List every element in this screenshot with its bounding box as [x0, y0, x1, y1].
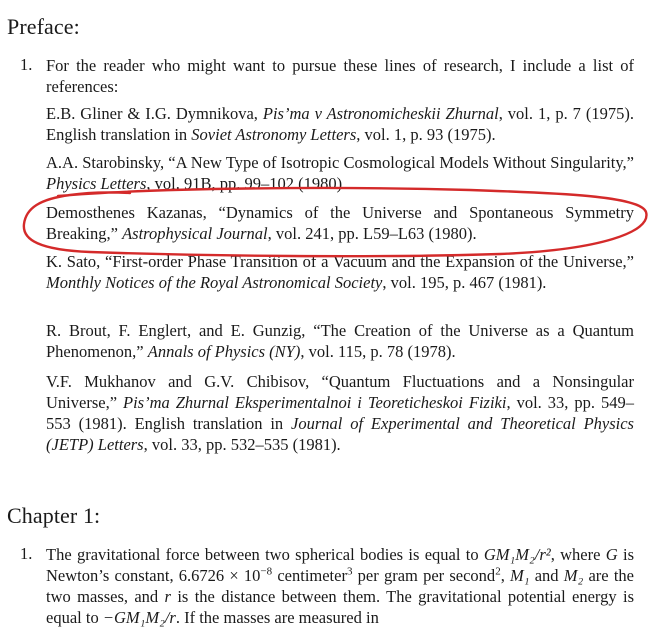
reference-sato: K. Sato, “First-order Phase Transition of a Vacuum and the Expansion of the Universe,” Monthly Notices of the Royal Astronomical Society, vol. 195, p. 467 (1981).	[46, 252, 634, 292]
chapter1-heading: Chapter 1:	[7, 503, 101, 528]
chapter1-item-number: 1.	[20, 544, 33, 563]
preface-item-number: 1.	[20, 55, 33, 74]
reference-starobinsky: A.A. Starobinsky, “A New Type of Isotropic Cosmological Models Without Singularity,” Physics Letters, vol. 91B, pp. 99–102 (1980).	[46, 153, 634, 193]
reference-brout: R. Brout, F. Englert, and E. Gunzig, “The Creation of the Universe as a Quantum Phenomenon,” Annals of Physics (NY), vol. 115, p. 78 (1978).	[46, 321, 634, 361]
reference-kazanas: Demosthenes Kazanas, “Dynamics of the Universe and Spontaneous Symmetry Breaking,” Astrophysical Journal, vol. 241, pp. L59–L63 (1980).	[46, 203, 634, 243]
reference-gliner: E.B. Gliner & I.G. Dymnikova, Pis’ma v Astronomicheskii Zhurnal, vol. 1, p. 7 (1975). English translation in Soviet Astronomy Letters, vol. 1, p. 93 (1975).	[46, 104, 635, 144]
chapter1-note: The gravitational force between two spherical bodies is equal to GM₁M₂/r², where G is Newton’s constant, $6.6726 \times 10^{-8}$ centimeter$^3$ per gram per second$^2$, M₁ and M₂ are the two masses, and r is the distance between them. The gravitational potential energy is equal to −GM₁M₂/r. If the masses are measured in	[46, 545, 634, 627]
reference-mukhanov: V.F. Mukhanov and G.V. Chibisov, “Quantum Fluctuations and a Nonsingular Universe,” Pis’ma Zhurnal Eksperimentalnoi i Teoreticheskoi Fiziki, vol. 33, pp. 549–553 (1981). English translation in Journal of Experimental and Theoretical Physics (JETP) Letters, vol. 33, pp. 532–535 (1981).	[46, 372, 635, 454]
preface-heading: Preface:	[7, 14, 80, 39]
preface-intro: For the reader who might want to pursue these lines of research, I include a list of references:	[46, 56, 634, 96]
